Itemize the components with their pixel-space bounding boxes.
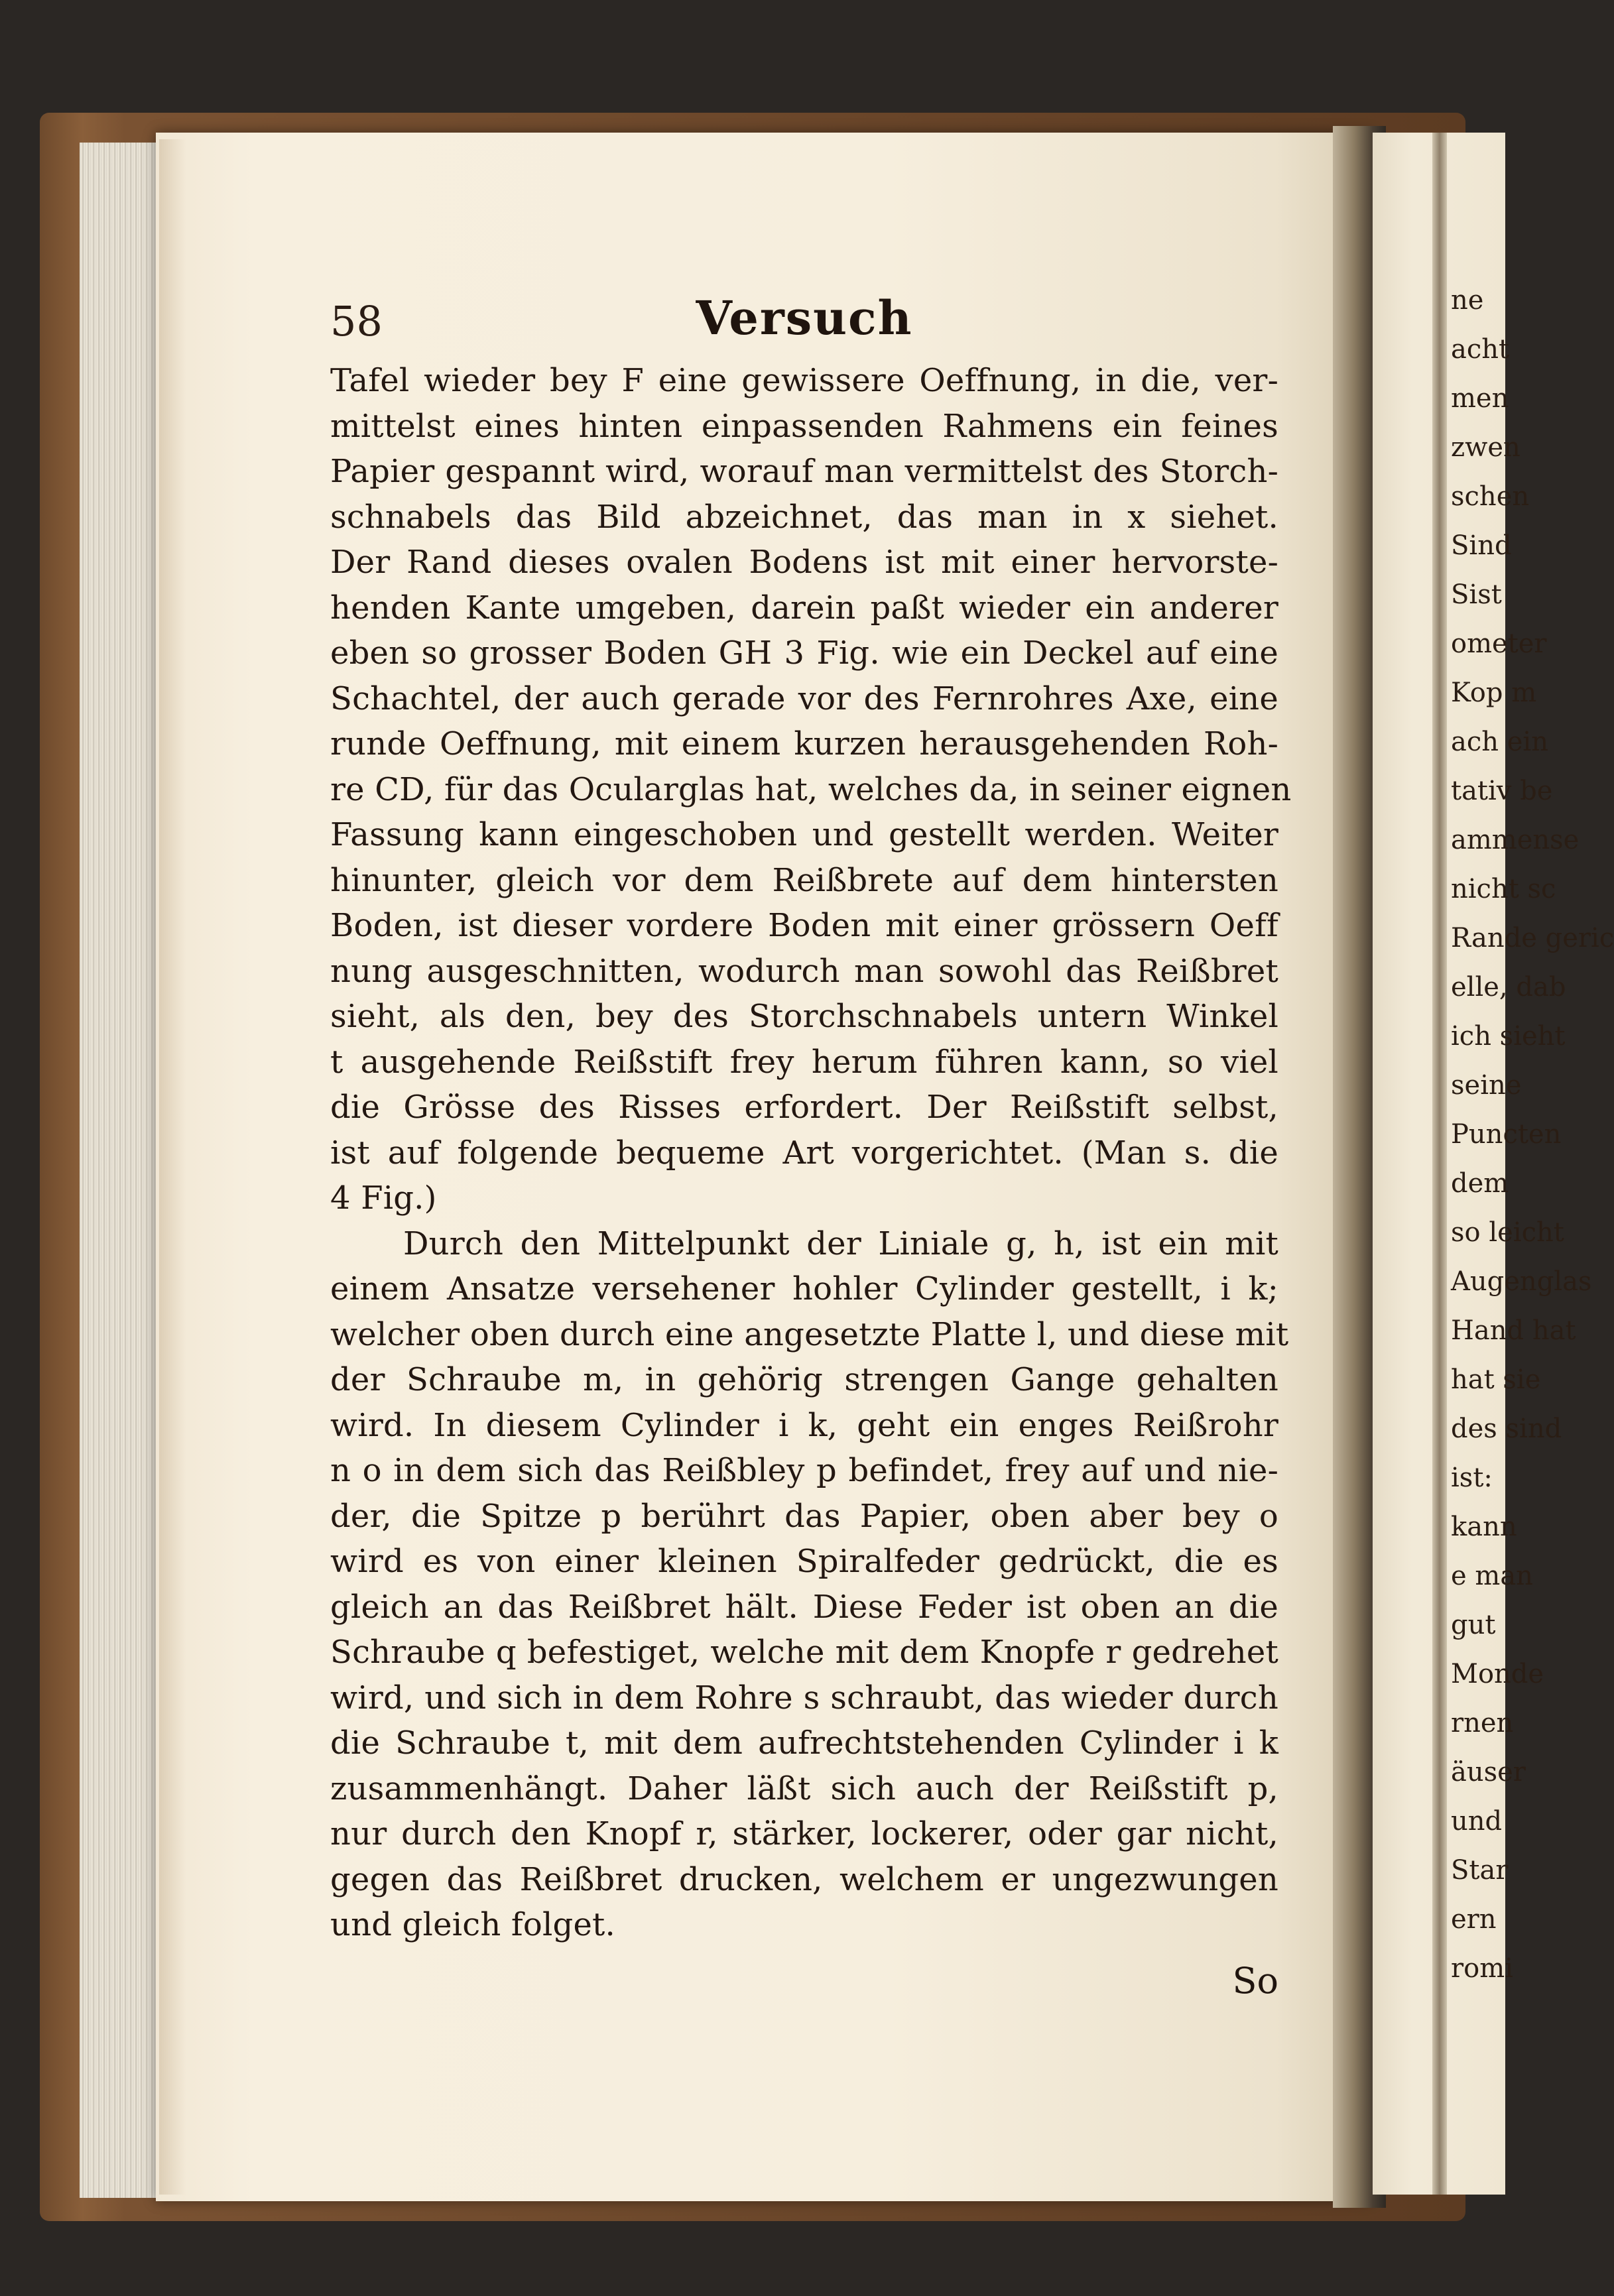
facing-page-fragment: ich sieht bbox=[1451, 1021, 1566, 1052]
facing-page-fragment: Star bbox=[1451, 1855, 1509, 1886]
text-line: und gleich folget. bbox=[330, 1906, 615, 1943]
text-line: eben so grosser Boden GH 3 Fig. wie ein Deckel auf eine bbox=[330, 634, 1278, 672]
facing-page-fragment: Sist bbox=[1451, 579, 1502, 610]
facing-page-fragment: e man bbox=[1451, 1561, 1533, 1591]
text-line: sieht, als den, bey des Storchschnabels untern Winkel bbox=[330, 998, 1278, 1035]
text-line: gegen das Reißbret drucken, welchem er ungezwungen bbox=[330, 1860, 1278, 1898]
text-line: wird. In diesem Cylinder i k, geht ein enges Reißrohr bbox=[330, 1406, 1278, 1444]
text-line: Tafel wieder bey F eine gewissere Oeffnung, in die, ver- bbox=[330, 362, 1278, 399]
facing-page-fragment: kann bbox=[1451, 1512, 1517, 1542]
facing-page-fragment: Rande geric bbox=[1451, 923, 1614, 953]
text-line: die Grösse des Risses erfordert. Der Reißstift selbst, bbox=[330, 1089, 1278, 1126]
text-line: henden Kante umgeben, darein paßt wieder ein anderer bbox=[330, 589, 1278, 627]
text-line: Boden, ist dieser vordere Boden mit einer grössern Oeff bbox=[330, 907, 1278, 944]
facing-page-fragment: seine bbox=[1451, 1070, 1522, 1101]
page-stain bbox=[159, 139, 186, 2195]
text-line: der, die Spitze p berührt das Papier, oben aber bey o bbox=[330, 1497, 1278, 1535]
page-edges bbox=[80, 143, 166, 2198]
text-line: die Schraube t, mit dem aufrechtstehenden Cylinder i k bbox=[330, 1724, 1278, 1762]
running-head: Versuch bbox=[696, 290, 913, 345]
text-line: runde Oeffnung, mit einem kurzen herausgehenden Roh- bbox=[330, 725, 1278, 762]
facing-page-fragment: so leicht bbox=[1451, 1217, 1564, 1248]
text-line: Schachtel, der auch gerade vor des Fernrohres Axe, eine bbox=[330, 680, 1278, 717]
paragraph-1 bbox=[330, 358, 1292, 1221]
facing-page-fold bbox=[1432, 133, 1447, 2195]
facing-page-fragment: ern bbox=[1451, 1904, 1497, 1935]
facing-page-fragment: des sind bbox=[1451, 1414, 1562, 1444]
text-line: n o in dem sich das Reißbley p befindet, frey auf und nie- bbox=[330, 1452, 1278, 1489]
facing-page-fragment: Puncten bbox=[1451, 1119, 1562, 1150]
text-line: hinunter, gleich vor dem Reißbrete auf dem hintersten bbox=[330, 861, 1278, 899]
text-line: re CD, für das Ocularglas hat, welches da, in seiner eignen bbox=[330, 770, 1292, 808]
facing-page-fragment: äuser bbox=[1451, 1757, 1526, 1787]
text-line: wird, und sich in dem Rohre s schraubt, das wieder durch bbox=[330, 1679, 1278, 1717]
facing-page-fragment: Monde bbox=[1451, 1659, 1544, 1689]
text-line: wird es von einer kleinen Spiralfeder gedrückt, die es bbox=[330, 1543, 1278, 1580]
facing-page-fragment: dem bbox=[1451, 1168, 1509, 1199]
facing-page-fragment: Hand hat bbox=[1451, 1315, 1576, 1346]
facing-page-fragment: ometer bbox=[1451, 629, 1547, 659]
text-line: welcher oben durch eine angesetzte Platte l, und diese mit bbox=[330, 1315, 1289, 1353]
facing-page-fragment: rnen bbox=[1451, 1708, 1514, 1738]
facing-page-fragment: schen bbox=[1451, 481, 1530, 512]
page-text-block bbox=[330, 278, 1292, 2008]
facing-page-fragment: und bbox=[1451, 1806, 1503, 1837]
text-line: 4 Fig.) bbox=[330, 1179, 437, 1217]
facing-page-fragment: zwen bbox=[1451, 432, 1521, 463]
facing-page bbox=[1373, 133, 1614, 2195]
text-line: der Schraube m, in gehörig strengen Gange gehalten bbox=[330, 1361, 1278, 1398]
facing-page-fragment: ach ein bbox=[1451, 727, 1548, 757]
text-line: Papier gespannt wird, worauf man vermittelst des Storch- bbox=[330, 453, 1278, 490]
facing-page-fragment: elle, dab bbox=[1451, 972, 1566, 1002]
facing-page-fragment: Kop m bbox=[1451, 678, 1537, 708]
facing-page-fragment: ist: bbox=[1451, 1463, 1493, 1493]
catchword: So bbox=[1232, 1959, 1278, 2002]
facing-page-fragment: ne bbox=[1451, 285, 1484, 316]
text-line: nur durch den Knopf r, stärker, lockerer, oder gar nicht, bbox=[330, 1815, 1278, 1852]
facing-page-fragment: romi bbox=[1451, 1953, 1513, 1984]
text-line: einem Ansatze versehener hohler Cylinder gestellt, i k; bbox=[330, 1270, 1278, 1307]
page-number: 58 bbox=[330, 297, 383, 345]
text-line: schnabels das Bild abzeichnet, das man in x siehet. bbox=[330, 498, 1278, 536]
text-line: mittelst eines hinten einpassenden Rahmens ein feines bbox=[330, 407, 1278, 445]
facing-page-fragment: men bbox=[1451, 383, 1509, 414]
facing-page-fragment: hat sie bbox=[1451, 1364, 1541, 1395]
page-header bbox=[330, 278, 1278, 358]
facing-page-fragment: gut bbox=[1451, 1610, 1496, 1640]
facing-page-fragment: acht bbox=[1451, 334, 1510, 365]
facing-page-fragment: nicht sc bbox=[1451, 874, 1556, 904]
facing-page-fragment: tativ be bbox=[1451, 776, 1553, 806]
text-line: zusammenhängt. Daher läßt sich auch der Reißstift p, bbox=[330, 1770, 1278, 1807]
text-line: Durch den Mittelpunkt der Liniale g, h, ist ein mit bbox=[403, 1225, 1278, 1262]
paragraph-2 bbox=[330, 1221, 1289, 1948]
text-line: ist auf folgende bequeme Art vorgerichtet. (Man s. die bbox=[330, 1134, 1278, 1172]
facing-page-fragment: ammense bbox=[1451, 825, 1580, 855]
facing-page-fragment: Sind bbox=[1451, 530, 1512, 561]
text-line: nung ausgeschnitten, wodurch man sowohl das Reißbret bbox=[330, 952, 1278, 990]
facing-page-fragment: Augenglas bbox=[1451, 1266, 1592, 1297]
text-line: Der Rand dieses ovalen Bodens ist mit einer hervorste- bbox=[330, 544, 1278, 581]
text-line: Fassung kann eingeschoben und gestellt werden. Weiter bbox=[330, 816, 1278, 853]
text-line: t ausgehende Reißstift frey herum führen kann, so viel bbox=[330, 1043, 1278, 1081]
text-line: Schraube q befestiget, welche mit dem Knopfe r gedrehet bbox=[330, 1634, 1278, 1671]
text-line: gleich an das Reißbret hält. Diese Feder ist oben an die bbox=[330, 1588, 1278, 1626]
